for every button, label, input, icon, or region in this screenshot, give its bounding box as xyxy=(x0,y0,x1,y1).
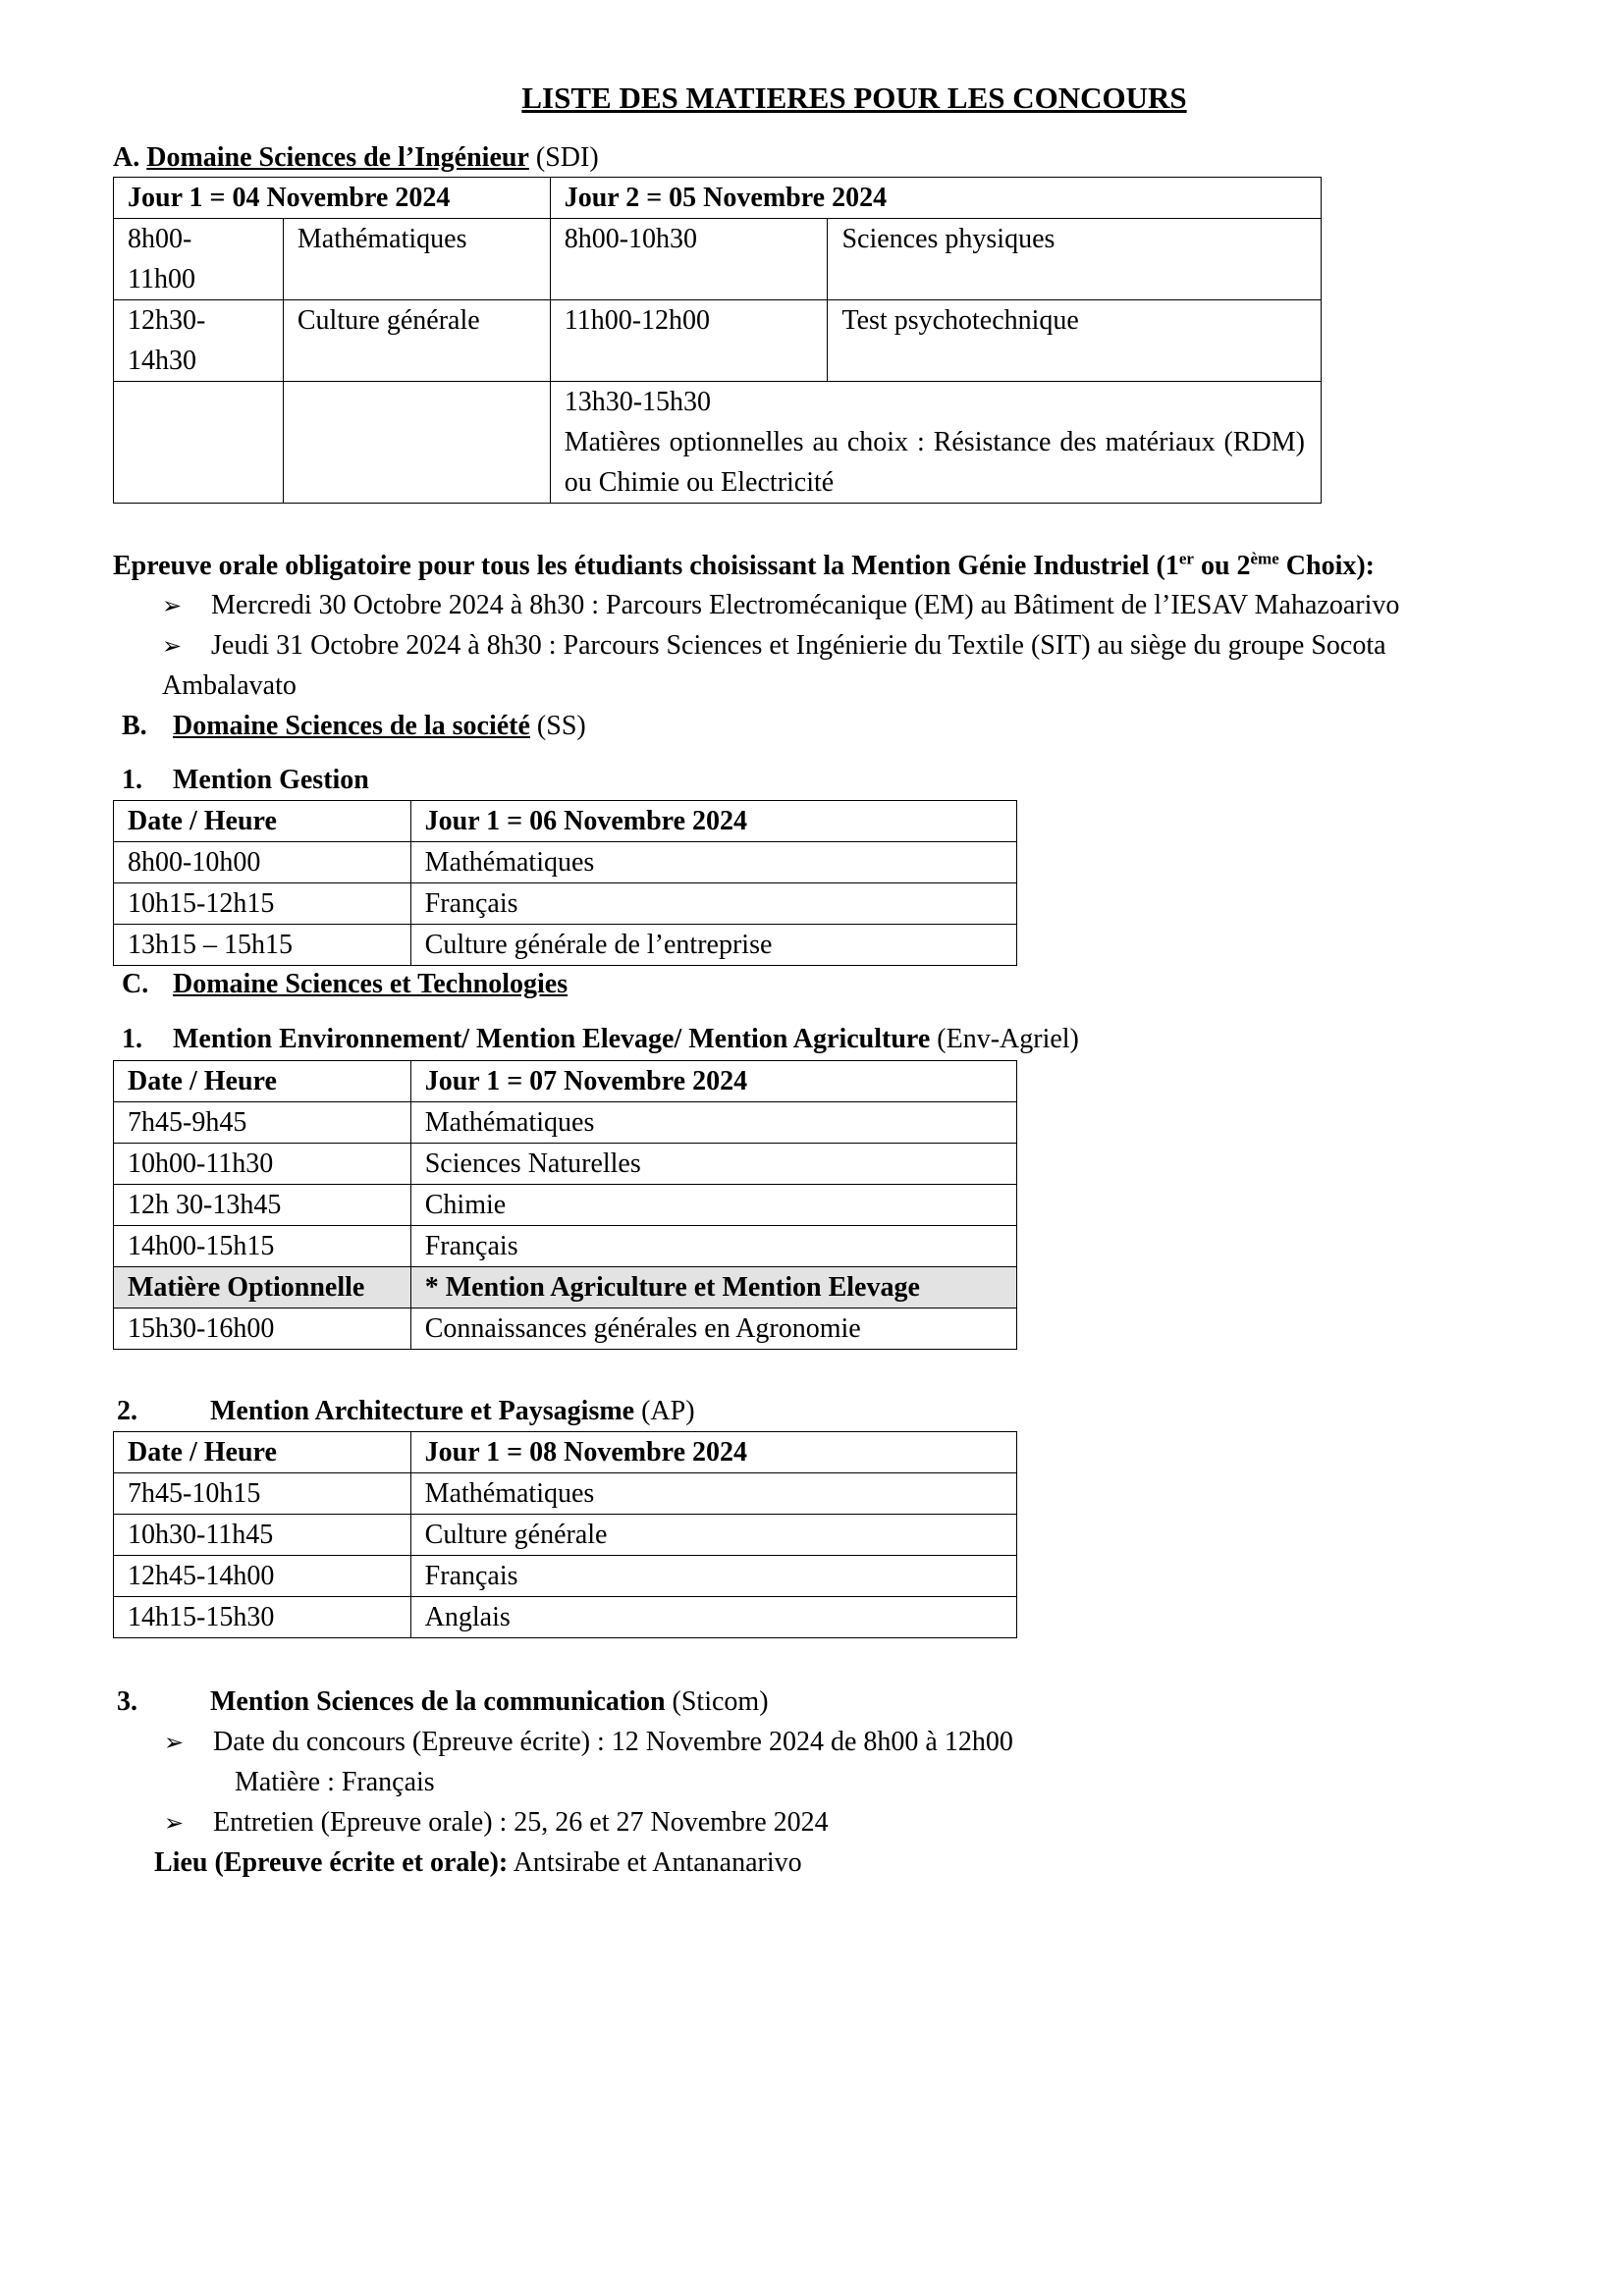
list-item xyxy=(164,1802,829,1844)
location-value: Antsirabe et Antananarivo xyxy=(513,1847,802,1878)
table-header-row xyxy=(114,1432,1017,1473)
sticom-subject-line: Matière : Français xyxy=(235,1767,435,1797)
table-row: 7h45-10h15 Mathématiques xyxy=(114,1473,1017,1515)
list-item xyxy=(164,1722,1013,1764)
table-row xyxy=(114,382,1322,504)
oral-bullet-2: Jeudi 31 Octobre 2024 à 8h30 : Parcours Sciences et Ingénierie du Textile (SIT) au siège du groupe Socota xyxy=(211,630,1386,661)
gestion-schedule-table xyxy=(113,800,1017,966)
column-header: Jour 1 = 07 Novembre 2024 xyxy=(410,1061,1016,1102)
table-row: 10h30-11h45 Culture générale xyxy=(114,1515,1017,1556)
sdi-optional-text: Matières optionnelles au choix : Résistance des matériaux (RDM) ou Chimie ou Electricité xyxy=(564,427,1305,498)
table-cell-time: 8h00- 11h00 xyxy=(114,219,284,300)
table-row: 12h45-14h00 Français xyxy=(114,1556,1017,1597)
oral-exam-heading: Epreuve orale obligatoire pour tous les étudiants choisissant la Mention Génie Industriel (1er ou 2ème Choix): xyxy=(113,549,1376,581)
sdi-optional-time: 13h30-15h30 xyxy=(564,387,712,417)
oral-bullet-2-continuation: Ambalavato xyxy=(162,670,297,701)
bullet-arrow-icon: ➢ xyxy=(162,594,183,619)
optional-header-row xyxy=(114,1267,1017,1308)
sdi-day2-header: Jour 2 = 05 Novembre 2024 xyxy=(550,178,1321,219)
sdi-schedule-table xyxy=(113,177,1322,504)
table-row: 7h45-9h45 Mathématiques xyxy=(114,1102,1017,1144)
column-header: Date / Heure xyxy=(114,1432,411,1473)
location-label: Lieu (Epreuve écrite et orale): xyxy=(154,1847,509,1878)
section-a-heading xyxy=(113,137,599,179)
optional-label: Matière Optionnelle xyxy=(114,1267,411,1308)
env-schedule-table xyxy=(113,1060,1017,1350)
table-row: 12h 30-13h45 Chimie xyxy=(114,1185,1017,1226)
table-row: 10h00-11h30 Sciences Naturelles xyxy=(114,1144,1017,1185)
table-row: 14h15-15h30 Anglais xyxy=(114,1597,1017,1638)
section-c-heading xyxy=(122,964,568,1005)
section-b-heading xyxy=(122,706,586,747)
bullet-arrow-icon: ➢ xyxy=(162,634,183,660)
table-cell-subject: Sciences physiques xyxy=(828,219,1322,300)
oral-bullet-1: Mercredi 30 Octobre 2024 à 8h30 : Parcours Electromécanique (EM) au Bâtiment de l’IESAV Mahazoarivo xyxy=(211,590,1400,620)
mention-ap-heading: 2. Mention Architecture et Paysagisme (AP) xyxy=(117,1396,695,1426)
list-item xyxy=(162,585,1399,627)
section-a-abbr: (SDI) xyxy=(535,142,599,173)
table-row xyxy=(114,219,1322,300)
sticom-location xyxy=(154,1842,802,1884)
table-cell-subject: Culture générale xyxy=(283,300,550,382)
table-cell-time: 8h00-10h30 xyxy=(550,219,828,300)
mention-sticom-heading: 3. Mention Sciences de la communication (Sticom) xyxy=(117,1686,769,1717)
column-header: Date / Heure xyxy=(114,1061,411,1102)
table-header-row xyxy=(114,178,1322,219)
sdi-day1-header: Jour 1 = 04 Novembre 2024 xyxy=(114,178,551,219)
document-title: LISTE DES MATIERES POUR LES CONCOURS xyxy=(521,80,1187,115)
list-item xyxy=(162,625,1386,667)
table-row: 14h00-15h15 Français xyxy=(114,1226,1017,1267)
table-row: 13h15 – 15h15 Culture générale de l’entreprise xyxy=(114,925,1017,966)
table-cell-empty xyxy=(283,382,550,504)
mention-env-heading: 1. Mention Environnement/ Mention Elevage/ Mention Agriculture (Env-Agriel) xyxy=(122,1024,1079,1054)
bullet-arrow-icon: ➢ xyxy=(164,1811,185,1837)
table-cell-time: 11h00-12h00 xyxy=(550,300,828,382)
section-b-letter: B. xyxy=(122,711,147,741)
table-row: 10h15-12h15 Français xyxy=(114,883,1017,925)
optional-header: * Mention Agriculture et Mention Elevage xyxy=(410,1267,1016,1308)
table-cell-time: 12h30- 14h30 xyxy=(114,300,284,382)
sticom-bullet-2: Entretien (Epreuve orale) : 25, 26 et 27 Novembre 2024 xyxy=(213,1807,829,1838)
bullet-arrow-icon: ➢ xyxy=(164,1731,185,1756)
table-header-row xyxy=(114,801,1017,842)
table-header-row xyxy=(114,1061,1017,1102)
section-b-title: Domaine Sciences de la société xyxy=(173,711,530,741)
table-cell-empty xyxy=(114,382,284,504)
section-c-title: Domaine Sciences et Technologies xyxy=(173,969,568,999)
section-c-letter: C. xyxy=(122,969,149,999)
sticom-bullet-1: Date du concours (Epreuve écrite) : 12 Novembre 2024 de 8h00 à 12h00 xyxy=(213,1727,1013,1757)
table-row: 15h30-16h00 Connaissances générales en Agronomie xyxy=(114,1308,1017,1350)
table-cell-subject: Mathématiques xyxy=(283,219,550,300)
column-header: Jour 1 = 06 Novembre 2024 xyxy=(410,801,1016,842)
column-header: Jour 1 = 08 Novembre 2024 xyxy=(410,1432,1016,1473)
section-a-letter: A. xyxy=(113,142,140,173)
column-header: Date / Heure xyxy=(114,801,411,842)
table-cell-subject: Test psychotechnique xyxy=(828,300,1322,382)
table-row: 8h00-10h00 Mathématiques xyxy=(114,842,1017,883)
ap-schedule-table xyxy=(113,1431,1017,1638)
section-b-abbr: (SS) xyxy=(536,711,586,741)
table-row xyxy=(114,300,1322,382)
mention-gestion-heading: 1. Mention Gestion xyxy=(122,765,369,795)
sdi-optional-cell xyxy=(550,382,1321,504)
section-a-title: Domaine Sciences de l’Ingénieur xyxy=(146,142,529,173)
